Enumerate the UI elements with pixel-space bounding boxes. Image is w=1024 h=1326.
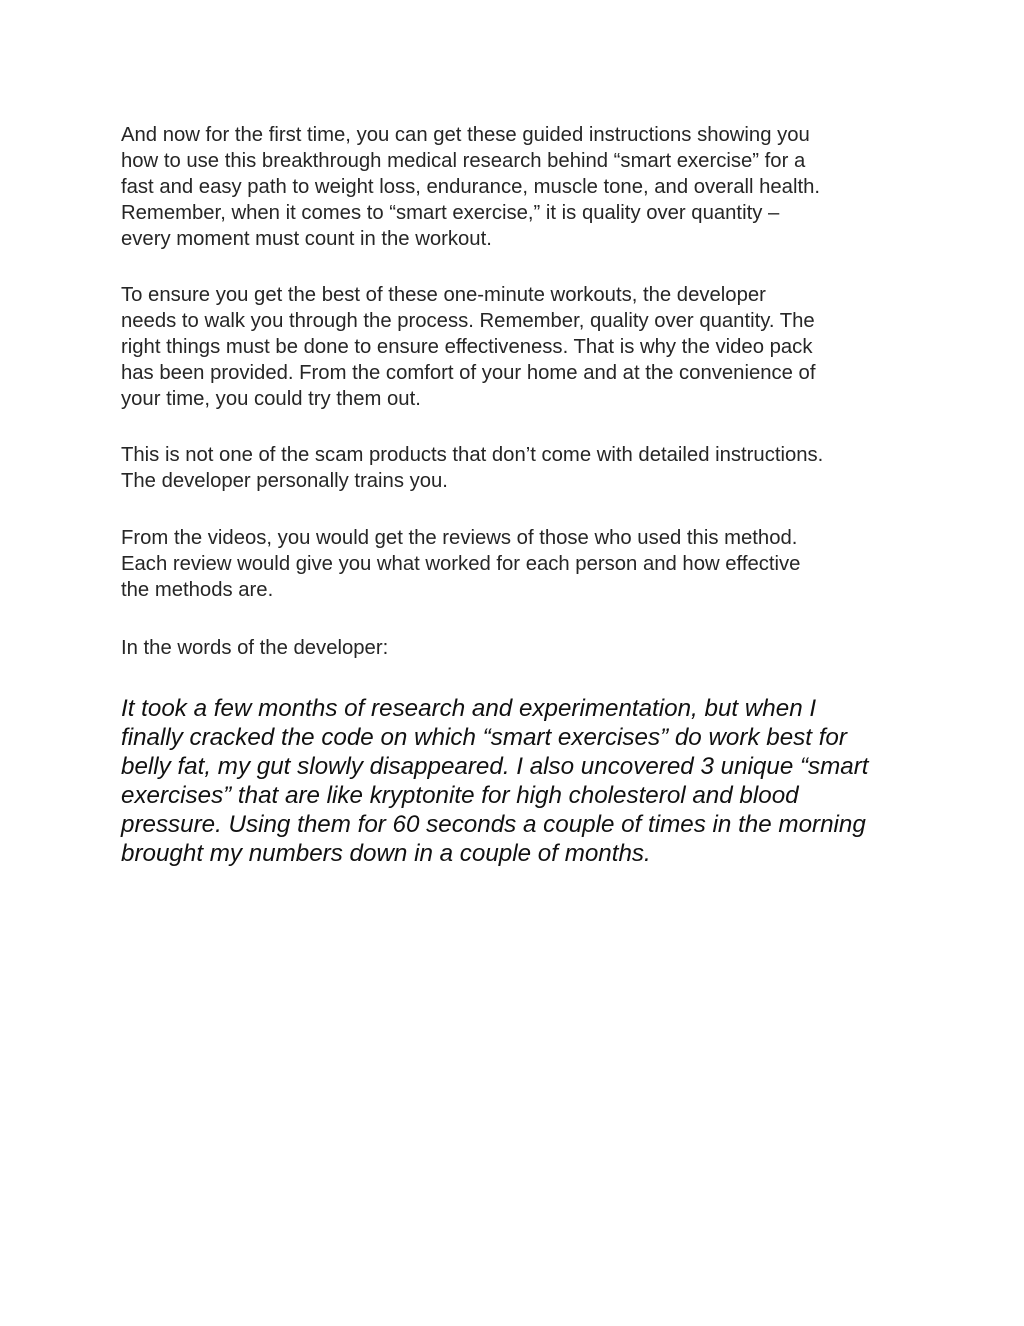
paragraph-developer-intro: In the words of the developer: [121,637,389,659]
paragraph-not-a-scam: This is not one of the scam products that don’t come with detailed instructions. The developer personally trains you. [121,444,824,492]
developer-quote: It took a few months of research and experimentation, but when I finally cracked the code on which “smart exercises” do work best for belly fat, my gut slowly disappeared. I also uncovered 3 unique “smart exercises” that are like kryptonite for high cholesterol and blood pressure. Using them for 60 seconds a couple of times in the morning brought my numbers down in a couple of months. [121,695,869,867]
paragraph-first-time: And now for the first time, you can get these guided instructions showing you how to use this breakthrough medical research behind “smart exercise” for a fast and easy path to weight loss, endurance, muscle tone, and overall health. Remember, when it comes to “smart exercise,” it is quality over quantity – every moment must count in the workout. [121,124,821,250]
paragraph-video-reviews: From the videos, you would get the reviews of those who used this method. Each review would give you what worked for each person and how effective the methods are. [121,527,801,601]
document-body [121,122,921,868]
paragraph-one-minute-workouts: To ensure you get the best of these one-minute workouts, the developer needs to walk you through the process. Remember, quality over quantity. The right things must be done to ensure effectiveness. That is why the video pack has been provided. From the comfort of your home and at the convenience of your time, you could try them out. [121,284,816,410]
